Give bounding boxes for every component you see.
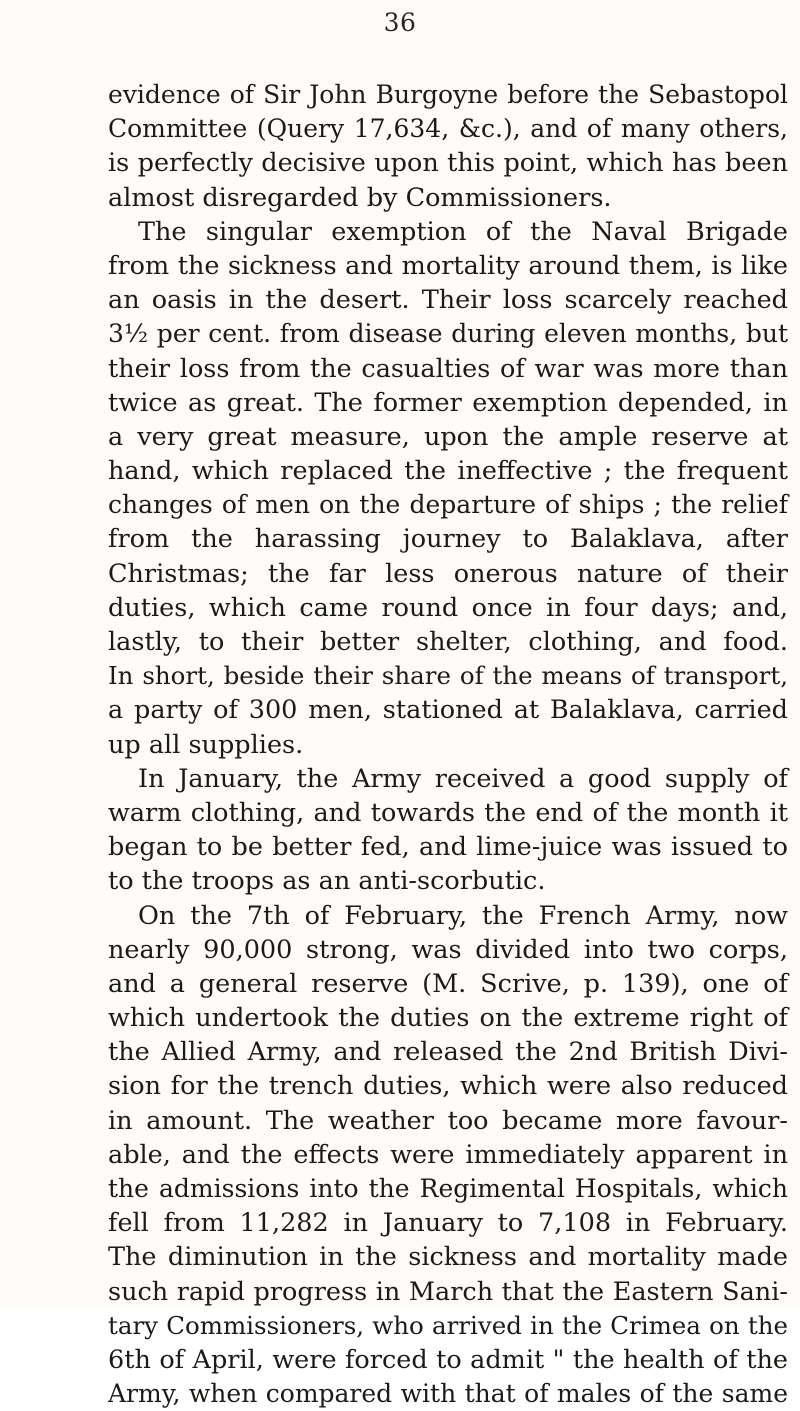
text-line: from the sickness and mortality around them, is like: [108, 250, 788, 281]
text-line: which undertook the duties on the extreme right of: [108, 1003, 788, 1034]
text-line: an oasis in the desert. Their loss scarcely reached: [108, 285, 788, 316]
text-line: 6th of April, were forced to admit " the health of the: [108, 1344, 788, 1375]
text-line: 3½ per cent. from disease during eleven months, but: [108, 319, 788, 349]
text-line: and a general reserve (M. Scrive, p. 139), one of: [108, 968, 788, 999]
text-line: duties, which came round once in four days; and,: [108, 592, 788, 623]
text-line: twice as great. The former exemption depended, in: [108, 387, 788, 418]
text-line: a very great measure, upon the ample reserve at: [108, 421, 788, 452]
text-line: In short, beside their share of the means of transport,: [108, 661, 788, 691]
text-line: the admissions into the Regimental Hospitals, which: [108, 1174, 788, 1203]
text-line: warm clothing, and towards the end of the month it: [108, 797, 788, 828]
text-line: able, and the effects were immediately apparent in: [108, 1139, 788, 1170]
text-line: fell from 11,282 in January to 7,108 in February.: [108, 1208, 788, 1239]
text-line: Committee (Query 17,634, &c.), and of many others,: [108, 114, 788, 144]
text-line: evidence of Sir John Burgoyne before the Sebastopol: [108, 80, 788, 109]
text-line: The diminution in the sickness and mortality made: [108, 1242, 788, 1273]
text-line: changes of men on the departure of ships ; the relief: [108, 490, 788, 520]
text-line: hand, which replaced the ineffective ; the frequent: [108, 456, 788, 487]
text-line: a party of 300 men, stationed at Balaklava, carried: [108, 695, 788, 726]
text-line: is perfectly decisive upon this point, which has been: [108, 148, 788, 179]
text-line: their loss from the casualties of war was more than: [108, 353, 788, 384]
text-line: The singular exemption of the Naval Brigade: [138, 216, 788, 247]
text-line: Army, when compared with that of males of the same: [108, 1379, 788, 1409]
text-line: up all supplies.: [108, 729, 304, 760]
text-line: the Allied Army, and released the 2nd British Divi-: [108, 1037, 788, 1068]
text-line: tary Commissioners, who arrived in the Crimea on the: [108, 1310, 788, 1340]
page-number: 36: [383, 8, 417, 37]
text-line: to the troops as an anti-scorbutic.: [108, 866, 546, 897]
text-line: In January, the Army received a good supply of: [138, 763, 788, 794]
text-line: began to be better fed, and lime-juice was issued to: [108, 832, 788, 863]
text-line: lastly, to their better shelter, clothing, and food.: [108, 627, 788, 657]
text-line: almost disregarded by Commissioners.: [108, 182, 612, 213]
text-line: such rapid progress in March that the Eastern Sani-: [108, 1276, 788, 1307]
text-line: Christmas; the far less onerous nature of their: [108, 558, 788, 589]
text-line: nearly 90,000 strong, was divided into two corps,: [108, 934, 788, 965]
text-line: from the harassing journey to Balaklava, after: [108, 524, 788, 555]
body-text: [108, 78, 788, 1411]
text-line: On the 7th of February, the French Army, now: [138, 900, 788, 931]
text-line: sion for the trench duties, which were also reduced: [108, 1071, 788, 1102]
text-line: in amount. The weather too became more favour-: [108, 1105, 788, 1136]
